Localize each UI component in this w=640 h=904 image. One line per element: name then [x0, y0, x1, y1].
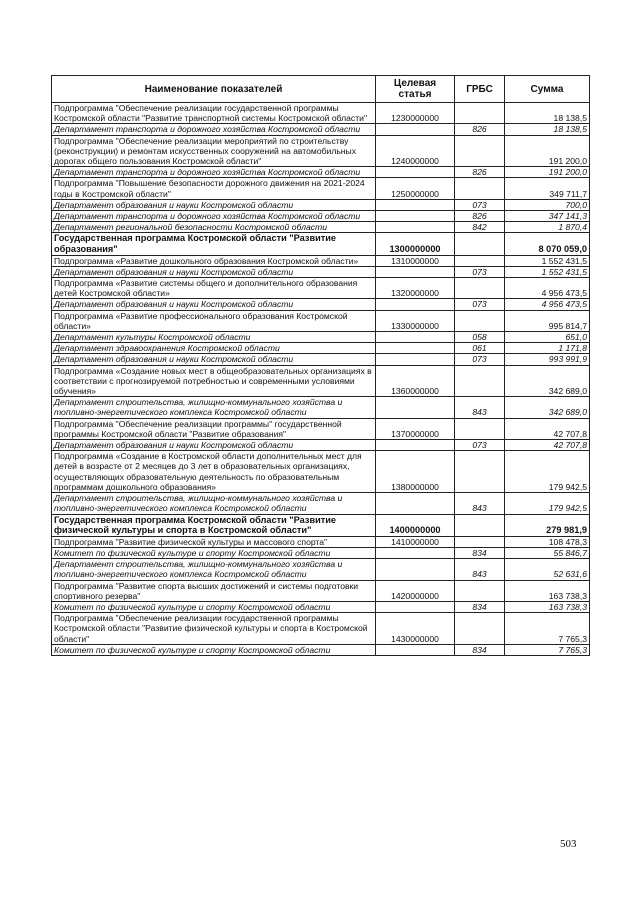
- table-row-department: [52, 332, 590, 343]
- table-row-department: [52, 167, 590, 178]
- cell-code: 1320000000: [376, 278, 455, 299]
- cell-grbs: 073: [455, 299, 505, 310]
- cell-name: Комитет по физической культуре и спорту Костромской области: [52, 644, 376, 655]
- page-number: 503: [560, 838, 577, 850]
- table-row-subprogram: [52, 178, 590, 199]
- cell-code: [376, 343, 455, 354]
- cell-grbs: [455, 178, 505, 199]
- cell-name: Департамент образования и науки Костромской области: [52, 440, 376, 451]
- cell-code: [376, 644, 455, 655]
- table-row-department: [52, 124, 590, 135]
- cell-name: Департамент образования и науки Костромской области: [52, 299, 376, 310]
- cell-name: Подпрограмма «Развитие системы общего и дополнительного образования детей Костромской области»: [52, 278, 376, 299]
- cell-grbs: [455, 580, 505, 601]
- table-row-department: [52, 601, 590, 612]
- cell-code: 1330000000: [376, 310, 455, 331]
- cell-code: 1400000000: [376, 514, 455, 536]
- cell-code: [376, 397, 455, 418]
- cell-code: 1370000000: [376, 418, 455, 439]
- cell-grbs: 073: [455, 440, 505, 451]
- cell-name: Департамент строительства, жилищно-коммунального хозяйства и топливно-энергетического комплекса Костромской области: [52, 397, 376, 418]
- cell-code: [376, 559, 455, 580]
- cell-grbs: [455, 103, 505, 124]
- table-row-department: [52, 354, 590, 365]
- table-row-program: [52, 233, 590, 255]
- cell-sum: 163 738,3: [505, 580, 590, 601]
- cell-code: [376, 332, 455, 343]
- cell-name: Подпрограмма «Создание новых мест в общеобразовательных организациях в соответствии с прогнозируемой потребностью и современными условиями обучения»: [52, 365, 376, 397]
- cell-code: [376, 199, 455, 210]
- cell-grbs: [455, 536, 505, 547]
- cell-code: [376, 167, 455, 178]
- cell-code: [376, 547, 455, 558]
- cell-name: Подпрограмма "Обеспечение реализации государственной программы Костромской области "Развитие физической культуры и спорта в Костромской области": [52, 613, 376, 645]
- table-row-department: [52, 493, 590, 514]
- cell-name: Подпрограмма "Обеспечение реализации программы" государственной программы Костромской области "Развитие образования": [52, 418, 376, 439]
- cell-grbs: [455, 255, 505, 266]
- cell-name: Департамент строительства, жилищно-коммунального хозяйства и топливно-энергетического комплекса Костромской области: [52, 559, 376, 580]
- table-row-department: [52, 299, 590, 310]
- cell-sum: 7 765,3: [505, 613, 590, 645]
- cell-name: Подпрограмма "Повышение безопасности дорожного движения на 2021-2024 годы в Костромской области": [52, 178, 376, 199]
- cell-name: Подпрограмма «Создание в Костромской области дополнительных мест для детей в возрасте от 2 месяцев до 3 лет в образовательных организациях, осуществляющих образовательную деятельность по образовательным программам дошкольного образования»: [52, 451, 376, 493]
- cell-sum: 995 814,7: [505, 310, 590, 331]
- table-row-department: [52, 397, 590, 418]
- table-row-department: [52, 211, 590, 222]
- cell-code: 1430000000: [376, 613, 455, 645]
- cell-name: Государственная программа Костромской области "Развитие образования": [52, 233, 376, 255]
- cell-grbs: 826: [455, 167, 505, 178]
- cell-name: Департамент культуры Костромской области: [52, 332, 376, 343]
- cell-sum: 8 070 059,0: [505, 233, 590, 255]
- cell-sum: 52 631,6: [505, 559, 590, 580]
- cell-grbs: 073: [455, 199, 505, 210]
- cell-sum: 349 711,7: [505, 178, 590, 199]
- cell-grbs: 073: [455, 266, 505, 277]
- cell-grbs: 826: [455, 211, 505, 222]
- cell-sum: 7 765,3: [505, 644, 590, 655]
- cell-name: Государственная программа Костромской области "Развитие физической культуры и спорта в Костромской области": [52, 514, 376, 536]
- cell-grbs: 058: [455, 332, 505, 343]
- cell-name: Департамент строительства, жилищно-коммунального хозяйства и топливно-энергетического комплекса Костромской области: [52, 493, 376, 514]
- table-row-program: [52, 514, 590, 536]
- cell-sum: 4 956 473,5: [505, 278, 590, 299]
- cell-sum: 1 552 431,5: [505, 255, 590, 266]
- cell-sum: 993 991,9: [505, 354, 590, 365]
- cell-code: 1420000000: [376, 580, 455, 601]
- cell-name: Подпрограмма "Развитие физической культуры и массового спорта": [52, 536, 376, 547]
- cell-name: Подпрограмма "Обеспечение реализации государственной программы Костромской области "Развитие транспортной системы Костромской области": [52, 103, 376, 124]
- cell-name: Подпрограмма «Развитие дошкольного образования Костромской области»: [52, 255, 376, 266]
- cell-sum: 1 552 431,5: [505, 266, 590, 277]
- cell-sum: 342 689,0: [505, 365, 590, 397]
- cell-sum: 651,0: [505, 332, 590, 343]
- cell-code: [376, 124, 455, 135]
- cell-grbs: [455, 451, 505, 493]
- table-row-subprogram: [52, 103, 590, 124]
- table-row-department: [52, 644, 590, 655]
- cell-sum: 342 689,0: [505, 397, 590, 418]
- cell-sum: 179 942,5: [505, 493, 590, 514]
- cell-sum: 191 200,0: [505, 135, 590, 167]
- cell-sum: 108 478,3: [505, 536, 590, 547]
- table-row-subprogram: [52, 365, 590, 397]
- table-row-department: [52, 222, 590, 233]
- cell-name: Подпрограмма "Обеспечение реализации мероприятий по строительству (реконструкции) и ремонтам искусственных сооружений на автомобильных дорогах общего пользования Костромской области": [52, 135, 376, 167]
- cell-sum: 42 707,8: [505, 418, 590, 439]
- cell-sum: 18 138,5: [505, 103, 590, 124]
- table-row-department: [52, 440, 590, 451]
- cell-grbs: 834: [455, 547, 505, 558]
- cell-grbs: [455, 278, 505, 299]
- table-row-subprogram: [52, 613, 590, 645]
- cell-code: 1380000000: [376, 451, 455, 493]
- cell-sum: 179 942,5: [505, 451, 590, 493]
- table-row-subprogram: [52, 580, 590, 601]
- table-row-subprogram: [52, 255, 590, 266]
- cell-grbs: [455, 514, 505, 536]
- cell-name: Департамент образования и науки Костромской области: [52, 199, 376, 210]
- cell-grbs: 843: [455, 397, 505, 418]
- cell-grbs: 843: [455, 493, 505, 514]
- cell-grbs: [455, 310, 505, 331]
- table-body: [52, 103, 590, 656]
- cell-grbs: 842: [455, 222, 505, 233]
- cell-code: [376, 211, 455, 222]
- cell-sum: 18 138,5: [505, 124, 590, 135]
- table-header-row: [52, 76, 590, 103]
- cell-code: 1300000000: [376, 233, 455, 255]
- cell-name: Подпрограмма «Развитие профессионального образования Костромской области»: [52, 310, 376, 331]
- cell-name: Департамент транспорта и дорожного хозяйства Костромской области: [52, 211, 376, 222]
- cell-name: Департамент образования и науки Костромской области: [52, 266, 376, 277]
- cell-sum: 279 981,9: [505, 514, 590, 536]
- cell-sum: 4 956 473,5: [505, 299, 590, 310]
- cell-sum: 347 141,3: [505, 211, 590, 222]
- cell-grbs: 843: [455, 559, 505, 580]
- cell-grbs: 061: [455, 343, 505, 354]
- cell-sum: 1 171,8: [505, 343, 590, 354]
- cell-name: Департамент образования и науки Костромской области: [52, 354, 376, 365]
- cell-grbs: [455, 418, 505, 439]
- cell-sum: 1 870,4: [505, 222, 590, 233]
- table-row-subprogram: [52, 310, 590, 331]
- cell-name: Департамент транспорта и дорожного хозяйства Костромской области: [52, 124, 376, 135]
- table-row-department: [52, 559, 590, 580]
- cell-code: 1360000000: [376, 365, 455, 397]
- table-row-subprogram: [52, 135, 590, 167]
- cell-sum: 42 707,8: [505, 440, 590, 451]
- table-row-subprogram: [52, 451, 590, 493]
- header-name: Наименование показателей: [52, 76, 376, 103]
- header-grbs: ГРБС: [455, 76, 505, 103]
- cell-sum: 163 738,3: [505, 601, 590, 612]
- cell-grbs: 834: [455, 601, 505, 612]
- cell-code: 1410000000: [376, 536, 455, 547]
- cell-grbs: [455, 233, 505, 255]
- cell-name: Департамент региональной безопасности Костромской области: [52, 222, 376, 233]
- budget-table: [51, 75, 590, 656]
- cell-name: Комитет по физической культуре и спорту Костромской области: [52, 601, 376, 612]
- cell-code: [376, 601, 455, 612]
- table-row-department: [52, 266, 590, 277]
- cell-grbs: 826: [455, 124, 505, 135]
- cell-code: 1310000000: [376, 255, 455, 266]
- cell-grbs: [455, 135, 505, 167]
- cell-code: 1240000000: [376, 135, 455, 167]
- cell-name: Департамент транспорта и дорожного хозяйства Костромской области: [52, 167, 376, 178]
- header-sum: Сумма: [505, 76, 590, 103]
- cell-grbs: [455, 613, 505, 645]
- cell-code: [376, 440, 455, 451]
- cell-grbs: [455, 365, 505, 397]
- table-row-subprogram: [52, 278, 590, 299]
- cell-sum: 191 200,0: [505, 167, 590, 178]
- cell-sum: 700,0: [505, 199, 590, 210]
- cell-code: 1230000000: [376, 103, 455, 124]
- table-row-subprogram: [52, 418, 590, 439]
- table-row-department: [52, 547, 590, 558]
- cell-code: [376, 266, 455, 277]
- cell-code: [376, 222, 455, 233]
- header-code: Целевая статья: [376, 76, 455, 103]
- table-row-subprogram: [52, 536, 590, 547]
- cell-code: [376, 354, 455, 365]
- cell-name: Подпрограмма "Развитие спорта высших достижений и системы подготовки спортивного резерва": [52, 580, 376, 601]
- table-row-department: [52, 199, 590, 210]
- cell-grbs: 834: [455, 644, 505, 655]
- cell-code: 1250000000: [376, 178, 455, 199]
- cell-name: Департамент здравоохранения Костромской области: [52, 343, 376, 354]
- cell-sum: 55 846,7: [505, 547, 590, 558]
- cell-code: [376, 493, 455, 514]
- cell-code: [376, 299, 455, 310]
- cell-name: Комитет по физической культуре и спорту Костромской области: [52, 547, 376, 558]
- cell-grbs: 073: [455, 354, 505, 365]
- table-row-department: [52, 343, 590, 354]
